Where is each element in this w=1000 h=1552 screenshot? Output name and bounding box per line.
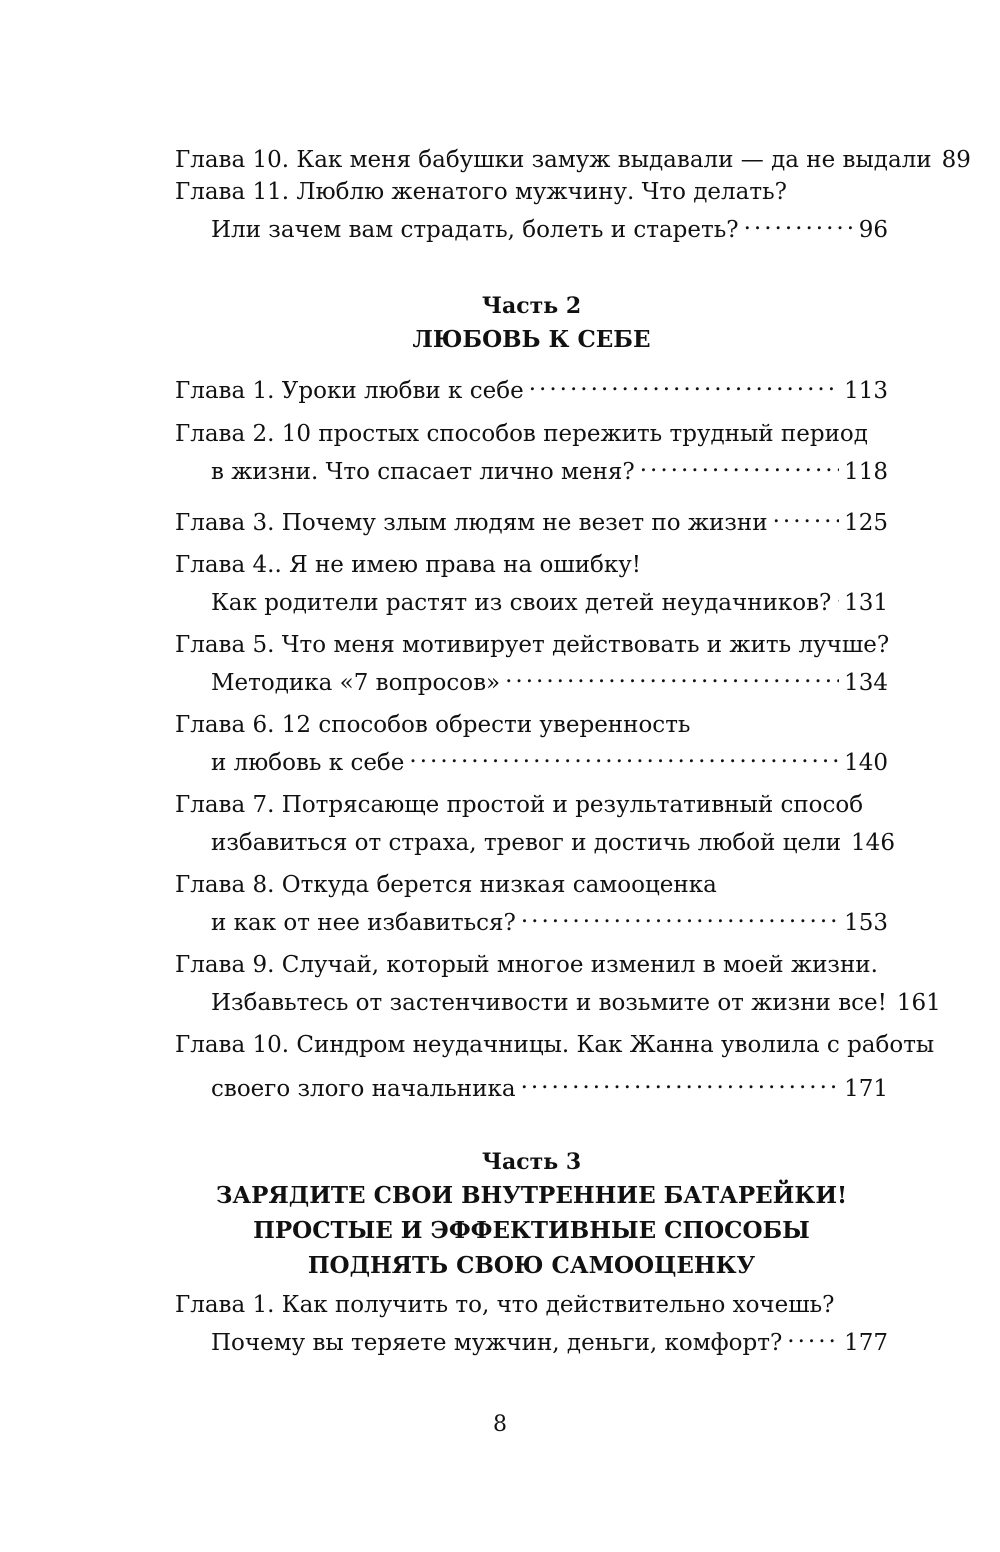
toc-entry-line [175, 419, 888, 449]
dot-leader [773, 500, 840, 530]
toc-entry-line [175, 820, 895, 856]
part-title: ЛЮБОВЬ К СЕБЕ [412, 326, 651, 353]
toc-entry-line [175, 1066, 888, 1102]
toc-page-number: 161 [896, 990, 941, 1016]
toc-entry-line [175, 137, 971, 173]
toc-page-number: 89 [941, 147, 971, 173]
toc-entry-line [175, 177, 888, 207]
toc-entry-title: Глава 4.. Я не имею права на ошибку! [175, 552, 642, 578]
dot-leader [529, 368, 839, 398]
part-title-line: ЗАРЯДИТЕ СВОИ ВНУТРЕННИЕ БАТАРЕЙКИ! [215, 1182, 848, 1209]
part-3-heading [175, 1146, 888, 1283]
toc-entry-line [175, 790, 888, 820]
toc-entry-p2-ch7 [175, 790, 895, 856]
toc-entry-p2-ch1 [175, 368, 888, 404]
dot-leader [640, 449, 839, 479]
toc-entry-line [175, 950, 888, 980]
toc-entry-line [175, 980, 941, 1016]
toc-entry-p2-ch9 [175, 950, 941, 1016]
toc-entry-title-cont: Как родители растят из своих детей неудачников? [211, 590, 832, 616]
toc-entry-line [175, 710, 888, 740]
toc-page-number: 96 [858, 217, 888, 243]
toc-entry-title-cont: своего злого начальника [211, 1076, 516, 1102]
toc-entry-title-cont: Почему вы теряете мужчин, деньги, комфорт? [211, 1330, 783, 1356]
toc-page-number: 153 [844, 910, 888, 936]
toc-entry-line [175, 870, 888, 900]
toc-entry-title: Глава 6. 12 способов обрести уверенность [175, 712, 691, 738]
toc-entry-p1-ch11 [175, 177, 888, 243]
toc-entry-title: Глава 11. Люблю женатого мужчину. Что делать? [175, 179, 787, 205]
toc-entry-title: Глава 8. Откуда берется низкая самооценка [175, 872, 717, 898]
toc-entry-title: Глава 10. Как меня бабушки замуж выдавали — да не выдали [175, 147, 932, 173]
part-title-line: ПРОСТЫЕ И ЭФФЕКТИВНЫЕ СПОСОБЫ [253, 1217, 810, 1244]
page-number: 8 [493, 1412, 507, 1437]
toc-entry-p3-ch1 [175, 1290, 888, 1356]
toc-entry-line [175, 1320, 888, 1356]
toc-entry-title-cont: в жизни. Что спасает лично меня? [211, 459, 635, 485]
part-title-line: ПОДНЯТЬ СВОЮ САМООЦЕНКУ [307, 1252, 756, 1279]
toc-entry-title: Глава 5. Что меня мотивирует действовать и жить лучше? [175, 632, 890, 658]
toc-page-number: 131 [844, 590, 888, 616]
toc-entry-title-cont: Избавьтесь от застенчивости и возьмите от жизни все! [211, 990, 887, 1016]
toc-entry-title: Глава 1. Как получить то, что действительно хочешь? [175, 1292, 835, 1318]
toc-entry-line [175, 630, 888, 660]
toc-entry-title-cont: Методика «7 вопросов» [211, 670, 501, 696]
toc-entry-line [175, 900, 888, 936]
toc-entry-title: Глава 10. Синдром неудачницы. Как Жанна уволила с работы [175, 1032, 935, 1058]
dot-leader [409, 740, 839, 770]
toc-entry-line [175, 580, 888, 616]
toc-entry-p2-ch4 [175, 550, 888, 616]
dot-leader [521, 900, 839, 930]
toc-entry-title: Глава 9. Случай, который многое изменил в моей жизни. [175, 952, 878, 978]
dot-leader [836, 580, 839, 610]
toc-entry-line [175, 500, 888, 536]
toc-page-number: 125 [844, 510, 888, 536]
toc-entry-p1-ch10 [175, 137, 971, 173]
toc-entry-line [175, 550, 888, 580]
toc-page-number: 146 [851, 830, 895, 856]
toc-entry-p2-ch6 [175, 710, 888, 776]
toc-entry-title: Глава 3. Почему злым людям не везет по жизни [175, 510, 768, 536]
toc-page-number: 140 [844, 750, 888, 776]
dot-leader [787, 1320, 839, 1350]
toc-entry-line [175, 1030, 935, 1060]
toc-entry-title-cont: избавиться от страха, тревог и достичь любой цели [211, 830, 842, 856]
toc-entry-p2-ch2 [175, 419, 888, 485]
dot-leader [744, 207, 854, 237]
toc-entry-title: Глава 1. Уроки любви к себе [175, 378, 524, 404]
toc-entry-line [175, 660, 888, 696]
toc-entry-title-cont: и любовь к себе [211, 750, 405, 776]
toc-entry-line [175, 449, 888, 485]
toc-entry-title-cont: и как от нее избавиться? [211, 910, 516, 936]
dot-leader [505, 660, 839, 690]
dot-leader [521, 1066, 840, 1096]
toc-entry-line [175, 368, 888, 404]
toc-entry-p2-ch8 [175, 870, 888, 936]
toc-entry-title: Глава 7. Потрясающе простой и результативный способ [175, 792, 864, 818]
toc-entry-p2-ch5 [175, 630, 890, 696]
toc-entry-title-cont: Или зачем вам страдать, болеть и стареть? [211, 217, 739, 243]
part-2-heading [175, 290, 888, 357]
toc-page-number: 171 [844, 1076, 888, 1102]
toc-page-number: 177 [844, 1330, 888, 1356]
toc-entry-p2-ch10 [175, 1030, 935, 1102]
toc-page-number: 134 [844, 670, 888, 696]
toc-page-number: 118 [844, 459, 888, 485]
part-number: Часть 2 [481, 293, 582, 319]
toc-entry-line [175, 207, 888, 243]
toc-entry-line [175, 740, 888, 776]
toc-entry-title: Глава 2. 10 простых способов пережить трудный период [175, 421, 868, 447]
toc-entry-line [175, 1290, 888, 1320]
toc-entry-p2-ch3 [175, 500, 888, 536]
part-number: Часть 3 [481, 1149, 582, 1175]
toc-page-number: 113 [844, 378, 888, 404]
